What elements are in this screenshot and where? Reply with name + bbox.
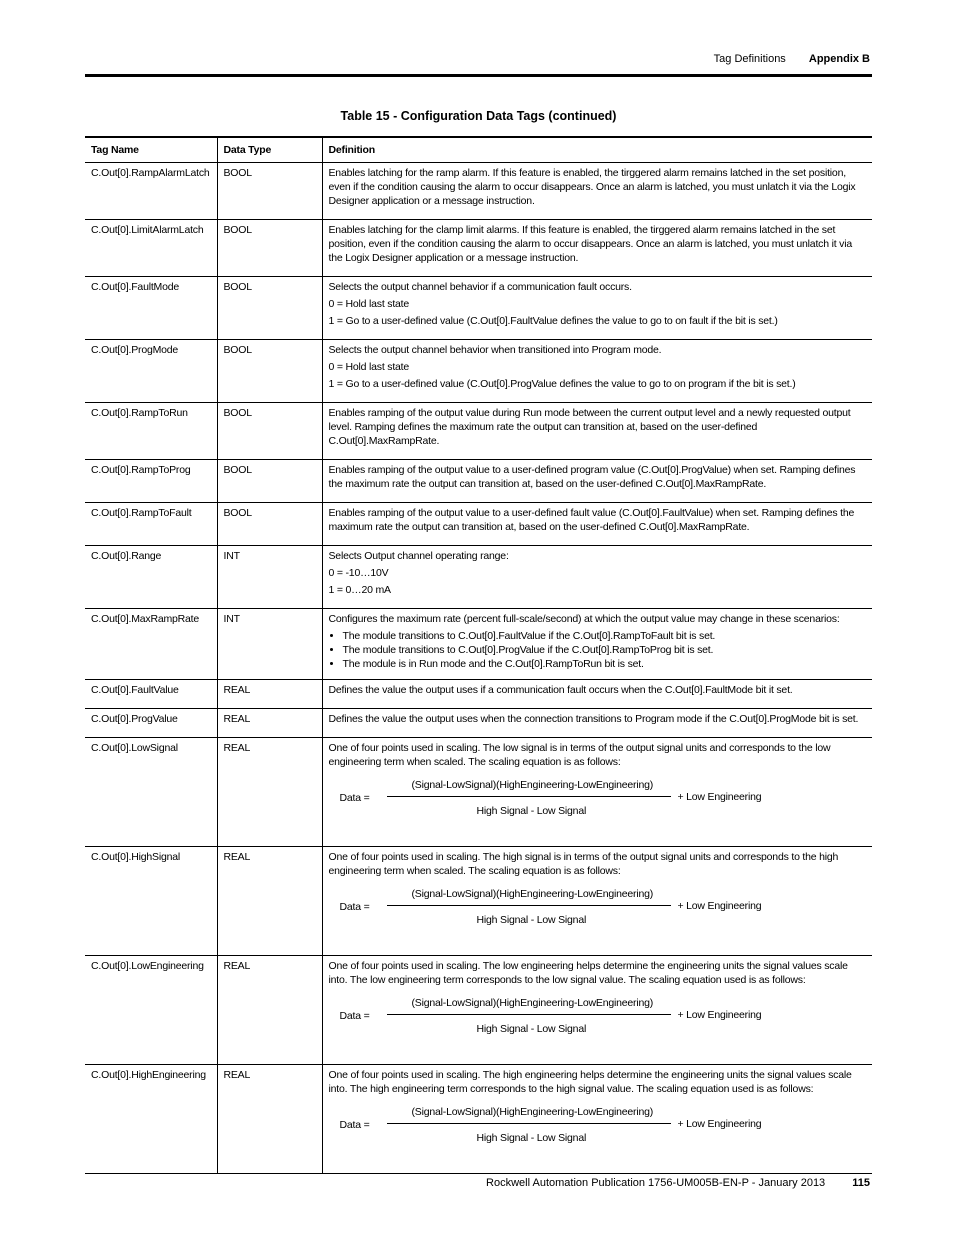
data-type-cell: INT — [217, 609, 322, 680]
tag-name-cell: C.Out[0].Range — [85, 546, 217, 609]
definition-text: Enables ramping of the output value to a user-defined fault value (C.Out[0].FaultValue) when set. Ramping defines the maximum rate the output can transition at, based on the user-defined C.Out[0].MaxRampRate. — [328, 507, 855, 533]
page-footer — [486, 1177, 870, 1189]
tag-name-cell: C.Out[0].MaxRampRate — [85, 609, 217, 680]
configuration-tags-table — [85, 136, 872, 1174]
definition-cell — [322, 709, 872, 738]
equation-numerator: (Signal-LowSignal)(HighEngineering-LowEngineering) — [411, 997, 654, 1009]
table-caption: Table 15 - Configuration Data Tags (continued) — [340, 109, 617, 123]
definition-cell — [322, 1065, 872, 1174]
data-type-cell: REAL — [217, 738, 322, 847]
definition-text: Selects Output channel operating range: — [328, 550, 509, 562]
tag-name-cell: C.Out[0].HighEngineering — [85, 1065, 217, 1174]
table-row — [85, 503, 872, 546]
scaling-equation — [329, 881, 867, 947]
table-header-row — [85, 137, 872, 163]
page-header — [714, 53, 870, 65]
definition-text: Enables ramping of the output value during Run mode between the current output level and a newly requested output level. Ramping defines the maximum rate the output can transition at, based on the user-defined C.Out[0].MaxRampRate. — [328, 407, 851, 447]
table-row — [85, 340, 872, 403]
header-definition: Definition — [322, 137, 872, 163]
data-type-cell: BOOL — [217, 460, 322, 503]
definition-cell — [322, 956, 872, 1065]
data-type-cell: BOOL — [217, 403, 322, 460]
definition-cell — [322, 847, 872, 956]
definition-cell — [322, 403, 872, 460]
equation-lhs: Data = — [339, 1119, 370, 1131]
definition-text: 1 = Go to a user-defined value (C.Out[0].ProgValue defines the value to go to on program if the bit is set.) — [328, 378, 796, 390]
equation-rhs: + Low Engineering — [677, 1009, 762, 1021]
tag-name-cell: C.Out[0].FaultValue — [85, 680, 217, 709]
bullet-item: • The module transitions to C.Out[0].FaultValue if the C.Out[0].RampToFault bit is set. — [343, 629, 867, 643]
table-row — [85, 220, 872, 277]
data-type-cell: BOOL — [217, 220, 322, 277]
header-data-type: Data Type — [217, 137, 322, 163]
definition-text: 0 = Hold last state — [328, 298, 410, 310]
table-row — [85, 277, 872, 340]
header-section-title: Tag Definitions — [713, 53, 786, 65]
tag-name-cell: C.Out[0].LowSignal — [85, 738, 217, 847]
definition-cell — [322, 163, 872, 220]
table-row — [85, 403, 872, 460]
header-rule — [85, 74, 872, 77]
table-row — [85, 847, 872, 956]
data-type-cell: REAL — [217, 709, 322, 738]
data-type-cell: REAL — [217, 1065, 322, 1174]
definition-text: Defines the value the output uses if a communication fault occurs when the C.Out[0].FaultMode bit it set. — [328, 684, 793, 696]
definition-text: 0 = -10…10V — [328, 567, 389, 579]
definition-cell — [322, 609, 872, 680]
header-appendix-label: Appendix B — [808, 53, 870, 65]
table-body — [85, 163, 872, 1174]
definition-text: One of four points used in scaling. The low engineering helps determine the engineering units the signal values scale into. The low engineering term corresponds to the low signal value. The scaling equation used is as follows: — [328, 960, 848, 986]
table-row — [85, 956, 872, 1065]
tag-name-cell: C.Out[0].LimitAlarmLatch — [85, 220, 217, 277]
page-number: 115 — [852, 1177, 870, 1189]
equation-rhs: + Low Engineering — [677, 1118, 762, 1130]
equation-rhs: + Low Engineering — [677, 900, 762, 912]
data-type-cell: BOOL — [217, 503, 322, 546]
definition-cell — [322, 546, 872, 609]
definition-text: Enables latching for the ramp alarm. If this feature is enabled, the tirggered alarm remains latched in the set position, even if the condition causing the alarm to occur disappears. Once an alarm is latched, you must unlatch it via the Logix Designer application or a message instruction. — [328, 167, 856, 207]
tag-name-cell: C.Out[0].RampAlarmLatch — [85, 163, 217, 220]
scaling-equation — [329, 772, 867, 838]
table-row — [85, 738, 872, 847]
tag-name-cell: C.Out[0].HighSignal — [85, 847, 217, 956]
data-type-cell: BOOL — [217, 340, 322, 403]
definition-cell — [322, 340, 872, 403]
fraction-bar — [387, 796, 671, 797]
data-type-cell: BOOL — [217, 277, 322, 340]
definition-text: Selects the output channel behavior if a communication fault occurs. — [328, 281, 632, 293]
bullet-list — [329, 629, 867, 671]
table-row — [85, 680, 872, 709]
scaling-equation — [329, 990, 867, 1056]
data-type-cell: BOOL — [217, 163, 322, 220]
definition-cell — [322, 277, 872, 340]
definition-text: 1 = Go to a user-defined value (C.Out[0].FaultValue defines the value to go to on fault if the bit is set.) — [328, 315, 778, 327]
definition-text: One of four points used in scaling. The low signal is in terms of the output signal units and corresponds to the low engineering term when scaled. The scaling equation is as follows: — [328, 742, 831, 768]
fraction-bar — [387, 1123, 671, 1124]
equation-denominator: High Signal - Low Signal — [476, 1132, 587, 1144]
definition-text: One of four points used in scaling. The high signal is in terms of the output signal units and corresponds to the high engineering term when scaled. The scaling equation is as follows: — [328, 851, 839, 877]
equation-numerator: (Signal-LowSignal)(HighEngineering-LowEngineering) — [411, 779, 654, 791]
header-tag-name: Tag Name — [85, 137, 217, 163]
equation-lhs: Data = — [339, 792, 370, 804]
scaling-equation — [329, 1099, 867, 1165]
definition-text: Enables latching for the clamp limit alarms. If this feature is enabled, the tirggered alarm remains latched in the set position, even if the condition causing the alarm to occur disappears. Once an alarm is latched, you must unlatch it via the Logix Designer application or a message instruction. — [328, 224, 852, 264]
equation-denominator: High Signal - Low Signal — [476, 805, 587, 817]
definition-text: 1 = 0…20 mA — [328, 584, 391, 596]
equation-rhs: + Low Engineering — [677, 791, 762, 803]
equation-lhs: Data = — [339, 1010, 370, 1022]
footer-publication: Rockwell Automation Publication 1756-UM005B-EN-P - January 2013 — [486, 1177, 826, 1189]
tag-name-cell: C.Out[0].ProgValue — [85, 709, 217, 738]
table-row — [85, 709, 872, 738]
bullet-item: • The module is in Run mode and the C.Out[0].RampToRun bit is set. — [343, 657, 867, 671]
definition-cell — [322, 503, 872, 546]
definition-cell — [322, 738, 872, 847]
fraction-bar — [387, 1014, 671, 1015]
tag-name-cell: C.Out[0].LowEngineering — [85, 956, 217, 1065]
tag-name-cell: C.Out[0].RampToRun — [85, 403, 217, 460]
equation-numerator: (Signal-LowSignal)(HighEngineering-LowEngineering) — [411, 888, 654, 900]
tag-name-cell: C.Out[0].RampToFault — [85, 503, 217, 546]
table-row — [85, 163, 872, 220]
data-type-cell: REAL — [217, 956, 322, 1065]
definition-text: One of four points used in scaling. The high engineering helps determine the engineering units the signal values scale into. The high engineering term corresponds to the high signal value. The scaling equation used is as follows: — [328, 1069, 852, 1095]
definition-text: Defines the value the output uses when the connection transitions to Program mode if the C.Out[0].ProgMode bit is set. — [328, 713, 859, 725]
definition-text: Configures the maximum rate (percent full-scale/second) at which the output value may change in these scenarios: — [328, 613, 840, 625]
definition-text: Selects the output channel behavior when transitioned into Program mode. — [328, 344, 662, 356]
equation-lhs: Data = — [339, 901, 370, 913]
bullet-item: • The module transitions to C.Out[0].ProgValue if the C.Out[0].RampToProg bit is set. — [343, 643, 867, 657]
tag-name-cell: C.Out[0].FaultMode — [85, 277, 217, 340]
fraction-bar — [387, 905, 671, 906]
table-row — [85, 546, 872, 609]
table-row — [85, 460, 872, 503]
table-row — [85, 609, 872, 680]
equation-numerator: (Signal-LowSignal)(HighEngineering-LowEngineering) — [411, 1106, 654, 1118]
tag-name-cell: C.Out[0].ProgMode — [85, 340, 217, 403]
table-row — [85, 1065, 872, 1174]
definition-text: 0 = Hold last state — [328, 361, 410, 373]
data-type-cell: REAL — [217, 680, 322, 709]
definition-text: Enables ramping of the output value to a user-defined program value (C.Out[0].ProgValue) when set. Ramping defines the maximum rate the output can transition at, based on the user-defined C.Out[0].MaxRampRate. — [328, 464, 856, 490]
data-type-cell: REAL — [217, 847, 322, 956]
equation-denominator: High Signal - Low Signal — [476, 914, 587, 926]
definition-cell — [322, 460, 872, 503]
definition-cell — [322, 220, 872, 277]
data-type-cell: INT — [217, 546, 322, 609]
tag-name-cell: C.Out[0].RampToProg — [85, 460, 217, 503]
equation-denominator: High Signal - Low Signal — [476, 1023, 587, 1035]
definition-cell — [322, 680, 872, 709]
